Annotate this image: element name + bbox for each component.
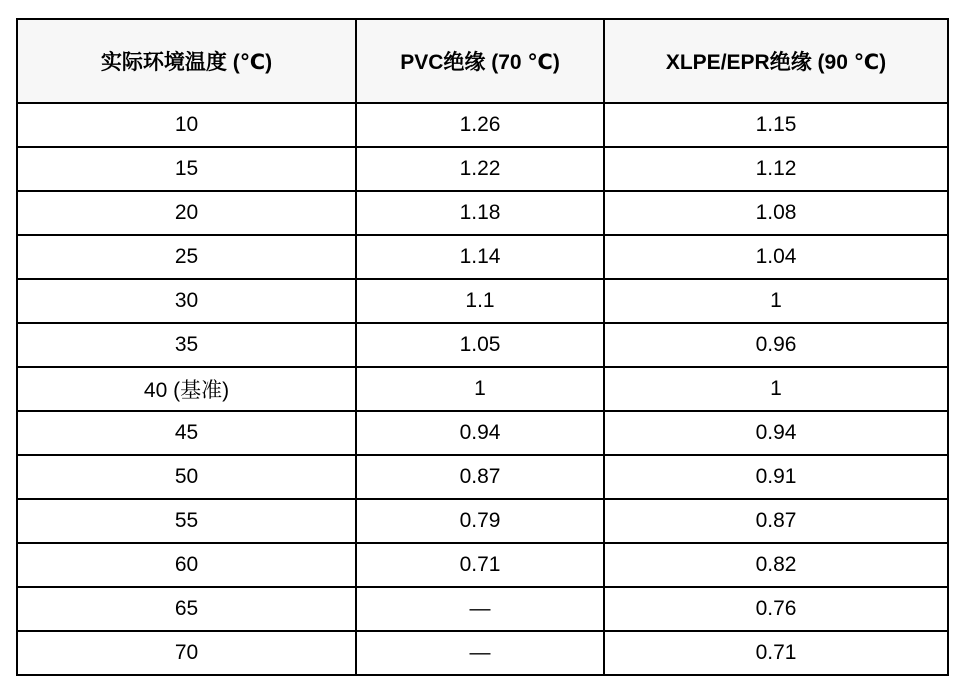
table-row xyxy=(17,499,948,543)
table-cell: 0.87 xyxy=(356,455,604,499)
table-cell: 70 xyxy=(17,631,356,675)
header-pvc-insulation: PVC绝缘 (70 ℃) xyxy=(356,19,604,103)
table-cell: 60 xyxy=(17,543,356,587)
table-row xyxy=(17,191,948,235)
table-row xyxy=(17,411,948,455)
table-cell: 35 xyxy=(17,323,356,367)
table-row xyxy=(17,631,948,675)
table-cell: 1.15 xyxy=(604,103,948,147)
temperature-correction-table xyxy=(16,18,949,676)
table-cell: 0.76 xyxy=(604,587,948,631)
table-cell: 65 xyxy=(17,587,356,631)
table-cell: 1.14 xyxy=(356,235,604,279)
table-cell: 1.26 xyxy=(356,103,604,147)
table-cell: 0.96 xyxy=(604,323,948,367)
table-cell: 1 xyxy=(604,279,948,323)
table-cell: 0.71 xyxy=(604,631,948,675)
table-cell: 1.05 xyxy=(356,323,604,367)
table-row xyxy=(17,543,948,587)
table-cell: 0.71 xyxy=(356,543,604,587)
table-row xyxy=(17,455,948,499)
table-cell: 30 xyxy=(17,279,356,323)
table-cell: — xyxy=(356,631,604,675)
table-cell: — xyxy=(356,587,604,631)
table-cell: 1.1 xyxy=(356,279,604,323)
header-xlpe-epr-insulation: XLPE/EPR绝缘 (90 ℃) xyxy=(604,19,948,103)
table-cell: 1.18 xyxy=(356,191,604,235)
table-row xyxy=(17,103,948,147)
table-cell: 0.79 xyxy=(356,499,604,543)
table-header-row xyxy=(17,19,948,103)
table-row xyxy=(17,147,948,191)
table-cell: 50 xyxy=(17,455,356,499)
table-cell: 1 xyxy=(356,367,604,411)
table-row xyxy=(17,279,948,323)
table-cell: 15 xyxy=(17,147,356,191)
table-cell: 0.87 xyxy=(604,499,948,543)
table-row xyxy=(17,235,948,279)
table-cell: 55 xyxy=(17,499,356,543)
table-row xyxy=(17,587,948,631)
table-cell: 0.82 xyxy=(604,543,948,587)
table-cell: 1.22 xyxy=(356,147,604,191)
table-cell: 10 xyxy=(17,103,356,147)
table-cell: 1.08 xyxy=(604,191,948,235)
table-cell: 0.94 xyxy=(356,411,604,455)
table-row xyxy=(17,323,948,367)
table-cell: 45 xyxy=(17,411,356,455)
table-cell: 1 xyxy=(604,367,948,411)
table-cell: 1.12 xyxy=(604,147,948,191)
table-cell: 20 xyxy=(17,191,356,235)
table-row xyxy=(17,367,948,411)
page-content xyxy=(16,18,949,676)
table-cell: 25 xyxy=(17,235,356,279)
table-body xyxy=(17,103,948,675)
table-cell: 1.04 xyxy=(604,235,948,279)
table-cell: 0.91 xyxy=(604,455,948,499)
table-cell: 40 (基准) xyxy=(17,367,356,411)
table-cell: 0.94 xyxy=(604,411,948,455)
header-ambient-temperature: 实际环境温度 (℃) xyxy=(17,19,356,103)
